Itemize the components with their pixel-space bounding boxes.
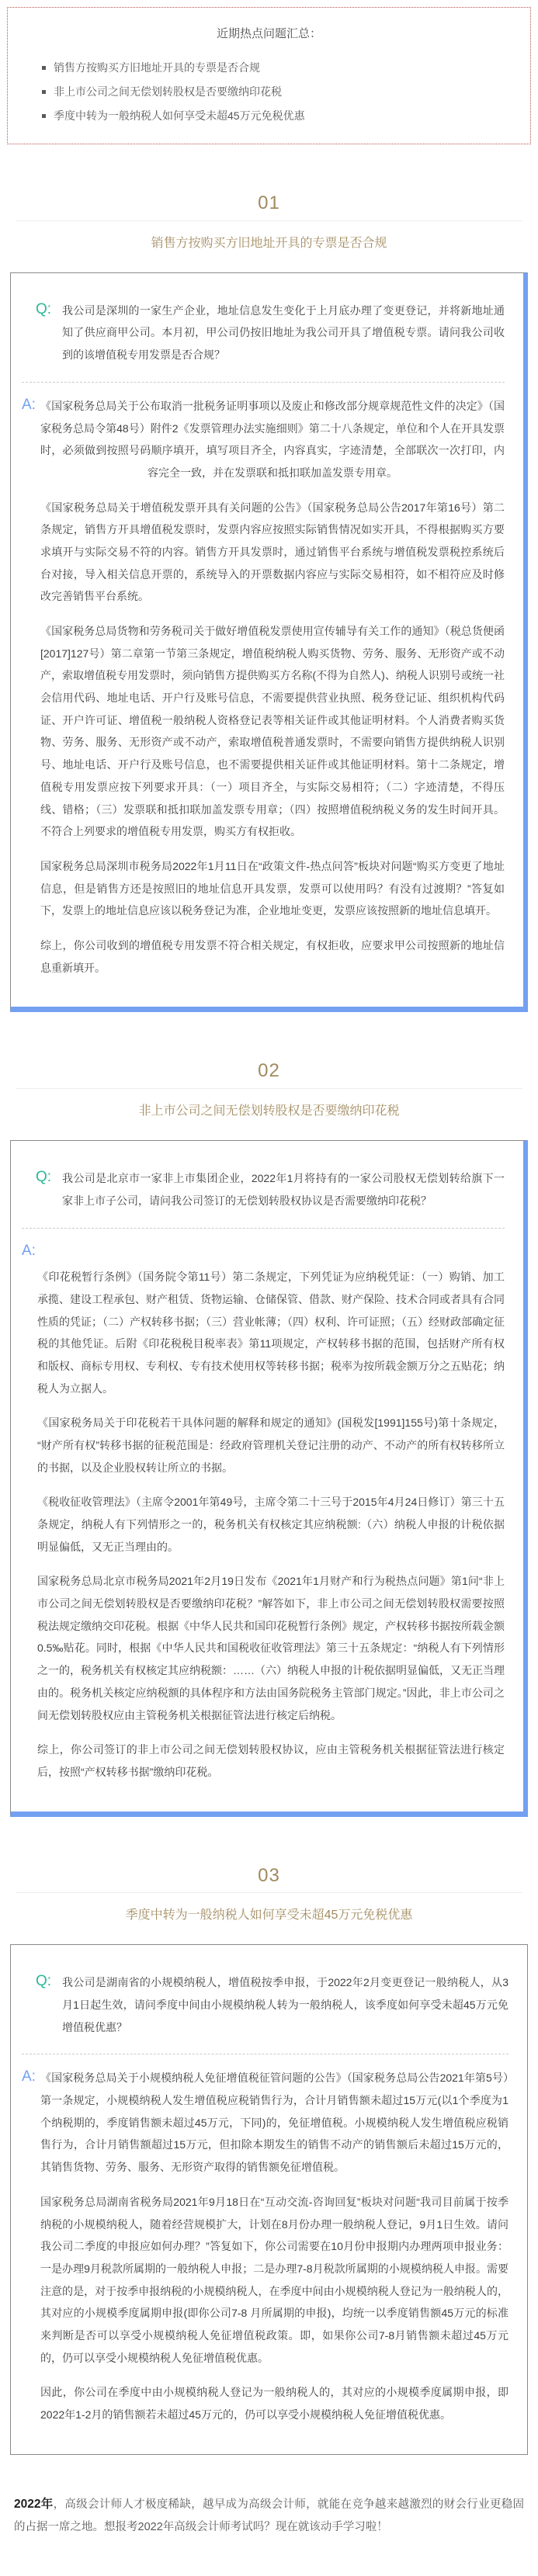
answer-label: A: (22, 2068, 36, 2085)
bullet-square-icon (42, 66, 46, 70)
question-text: 我公司是北京市一家非上市集团企业，2022年1月将持有的一家公司股权无偿划转给旗下一家非上市子公司，请问我公司签订的无偿划转股权协议是否需要缴纳印花税？ (62, 1172, 505, 1207)
qa-box (10, 272, 528, 1013)
answer-paragraph: 《国家税务总局货物和劳务税司关于做好增值税发票使用宣传辅导有关工作的通知》（税总货便函[2017]127号）第二章第一节第三条规定，增值税纳税人购买货物、劳务、服务、无形资产或不动产，索取增值税专用发票时，须向销售方提供购买方名称(不得为自然人)、纳税人识别号或统一社会信用代码、地址电话、开户行及账号信息，不需要提供营业执照、税务登记证、组织机构代码证、开户许可证、增值税一般纳税人资格登记表等相关证件或其他证明材料。个人消费者购买货物、劳务、服务、无形资产或不动产，索取增值税普通发票时，不需要向销售方提供纳税人识别号、地址电话、开户行及账号信息，也不需要提供相关证件或其他证明材料。第十二条规定，增值税专用发票应按下列要求开具：（一）项目齐全，与实际交易相符；（二）字迹清楚，不得压线、错格；（三）发票联和抵扣联加盖发票专用章；（四）按照增值税纳税义务的发生时间开具。不符合上列要求的增值税专用发票，购买方有权拒收。 (40, 625, 505, 838)
answer-text (40, 2067, 508, 2425)
bullet-square-icon (42, 114, 46, 118)
answer-paragraph: 《税收征收管理法》（主席令2001年第49号，主席令第二十三号于2015年4月24日修订）第三十五条规定，纳税人有下列情形之一的，税务机关有权核定其应纳税额:（六）纳税人申报的计税依据明显偏低，又无正当理由的。 (37, 1496, 505, 1553)
question-row (22, 1167, 505, 1212)
answer-paragraph: 国家税务总局湖南省税务局2021年9月18日在“互动交流-咨询回复”板块对问题“我司目前属于按季纳税的小规模纳税人，随着经营规模扩大，计划在8月份办理一般纳税人登记，9月1日生效。请问我公司二季度的申报应如何办理？”答复如下，你公司需要在10月份申报期内办理两项申报业务：一是办理9月税款所属期的一般纳税人申报；二是办理7-8月税款所属期的小规模纳税人申报。需要注意的是，对于按季申报纳税的小规模纳税人，在季度中间由小规模纳税人登记为一般纳税人的，其对应的小规模季度属期申报(即你公司7-8 月所属期的申报)，均统一以季度销售额45万元的标准来判断是否可以享受小规模纳税人免征增值税政策。即，如果你公司7-8月销售额未超过45万元的，仍可以享受小规模纳税人免征增值税优惠。 (40, 2195, 508, 2364)
hot-topic-label: 非上市公司之间无偿划转股权是否要缴纳印花税 (54, 85, 282, 98)
divider (16, 1088, 522, 1089)
answer-paragraph: 综上，你公司签订的非上市公司之间无偿划转股权协议，应由主管税务机关根据征管法进行核定后，按照“产权转移书据”缴纳印花税。 (37, 1743, 505, 1778)
section-header (6, 192, 532, 251)
hot-topics-title: 近期热点问题汇总： (216, 27, 321, 40)
section-number: 01 (258, 192, 280, 213)
hot-topics-box (7, 7, 531, 144)
answer-paragraph: 《国家税务总局关于小规模纳税人免征增值税征管问题的公告》（国家税务总局公告2021年第5号）第一条规定，小规模纳税人发生增值税应税销售行为，合计月销售额未超过15万元(以1个季度为1个纳税期的，季度销售额未超过45万元，下同)的，免征增值税。小规模纳税人发生增值税应税销售行为，合计月销售额超过15万元，但扣除本期发生的销售不动产的销售额后未超过15万元的，其销售货物、劳务、服务、无形资产取得的销售额免征增值税。 (40, 2072, 508, 2174)
section-number: 03 (258, 1864, 280, 1886)
divider (16, 1892, 522, 1893)
answer-paragraph: 国家税务总局深圳市税务局2022年1月11日在“政策文件-热点问答”板块对问题“购买方变更了地址信息，但是销售方还是按照旧的地址信息开具发票，发票可以使用吗？有没有过渡期？”答复如下，发票上的地址信息应该以税务登记为准，企业地址变更，发票应该按照新的地址信息填开。 (40, 859, 505, 917)
footer-promo-lead: 2022年 (14, 2497, 54, 2511)
section-title: 销售方按购买方旧地址开具的专票是否合规 (151, 236, 387, 250)
hot-topic-label: 季度中转为一般纳税人如何享受未超45万元免税优惠 (54, 109, 305, 122)
footer-promo (14, 2492, 524, 2539)
bullet-square-icon (42, 90, 46, 94)
hot-topic-label: 销售方按购买方旧地址开具的专票是否合规 (54, 61, 260, 74)
answer-text (37, 1266, 505, 1783)
question-label: Q: (36, 1973, 52, 1990)
answer-row (22, 395, 505, 979)
list-item (42, 60, 507, 75)
dashed-divider (22, 382, 505, 383)
question-text: 我公司是深圳的一家生产企业，地址信息发生变化于上月底办理了变更登记，并将新地址通知了供应商甲公司。本月初，甲公司仍按旧地址为我公司开具了增值税专票。请问我公司收到的该增值税专用发票是否合规？ (62, 303, 505, 362)
question-label: Q: (36, 300, 52, 317)
qa-box (10, 1944, 528, 2454)
answer-paragraph: 因此，你公司在季度中由小规模纳税人登记为一般纳税人的，其对应的小规模季度属期申报，即2022年1-2月的销售额若未超过45万元的，仍可以享受小规模纳税人免征增值税优惠。 (40, 2386, 508, 2422)
section-header (6, 1060, 532, 1118)
qa-box (10, 1140, 528, 1816)
answer-paragraph: 《印花税暂行条例》（国务院令第11号）第二条规定，下列凭证为应纳税凭证：（一）购销、加工承揽、建设工程承包、财产租赁、货物运输、仓储保管、借款、财产保险、技术合同或者具有合同性质的凭证；（二）产权转移书据；（三）营业帐薄；（四）权利、许可证照；（五）经财政部确定征税的其他凭证。后附《印花税税目税率表》第11项规定，产权转移书据的范围，包括财产所有权和版权、商标专用权、专利权、专有技术使用权等转移书据；税率为按所载金额万分之五贴花；纳税人为立据人。 (37, 1271, 505, 1395)
answer-label: A: (22, 1242, 36, 1259)
question-row (22, 300, 505, 366)
list-item (42, 108, 507, 123)
section-02 (6, 1060, 532, 1816)
footer-promo-text: ，高级会计师人才极度稀缺，越早成为高级会计师，就能在竞争越来越激烈的财会行业更稳固的占据一席之地。想报考2022年高级会计师考试吗？现在就该动手学习啦！ (14, 2498, 524, 2533)
section-number: 02 (258, 1060, 280, 1082)
answer-text (40, 395, 505, 979)
hot-topics-list (31, 60, 507, 123)
answer-row (22, 1241, 505, 1784)
question-label: Q: (36, 1169, 52, 1186)
answer-row (22, 2067, 508, 2425)
answer-paragraph: 《国家税务局关于印花税若干具体问题的解释和规定的通知》(国税发[1991]155号)第十条规定，“财产所有权”转移书据的征税范围是：经政府管理机关登记注册的动产、不动产的所有权转移所立的书据，以及企业股权转让所立的书据。 (37, 1416, 505, 1474)
question-text: 我公司是湖南省的小规模纳税人，增值税按季申报，于2022年2月变更登记一般纳税人，从3月1日起生效，请问季度中间由小规模纳税人转为一般纳税人，该季度如何享受未超45万元免增值税优惠？ (62, 1976, 508, 2033)
answer-paragraph: 综上，你公司收到的增值税专用发票不符合相关规定，有权拒收，应要求甲公司按照新的地址信息重新填开。 (40, 938, 505, 974)
answer-label: A: (22, 396, 36, 413)
answer-paragraph: 《国家税务总局关于公布取消一批税务证明事项以及废止和修改部分规章规范性文件的决定》（国家税务总局令第48号）附件2《发票管理办法实施细则》第二十八条规定，单位和个人在开具发票时，必须做到按照号码顺序填开，填写项目齐全，内容真实，字迹清楚，全部联次一次打印，内容完全一致，并在发票联和抵扣联加盖发票专用章。 (40, 399, 505, 479)
dashed-divider (22, 1228, 505, 1229)
question-row (22, 1971, 508, 2038)
section-03 (6, 1865, 532, 2455)
divider (16, 220, 522, 221)
section-title: 非上市公司之间无偿划转股权是否要缴纳印花税 (138, 1104, 400, 1118)
answer-paragraph: 国家税务总局北京市税务局2021年2月19日发布《2021年1月财产和行为税热点问题》第1问“非上市公司之间无偿划转股权是否要缴纳印花税？”解答如下，非上市公司之间无偿划转股权需要按照税法规定缴纳交印花税。根据《中华人民共和国印花税暂行条例》规定，产权转移书据按所载金额0.5‰贴花。同时，根据《中华人民共和国税收征收管理法》第三十五条规定：“纳税人有下列情形之一的，税务机关有权核定其应纳税额：……（六）纳税人申报的计税依据明显偏低，又无正当理由的。税务机关核定应纳税额的具体程序和方法由国务院税务主管部门规定。”因此，非上市公司之间无偿划转股权应由主管税务机关根据征管法进行核定后纳税。 (37, 1575, 505, 1721)
answer-paragraph: 《国家税务总局关于增值税发票开具有关问题的公告》（国家税务总局公告2017年第16号）第二条规定，销售方开具增值税发票时，发票内容应按照实际销售情况如实开具，不得根据购买方要求填开与实际交易不符的内容。销售方开具发票时，通过销售平台系统与增值税发票税控系统后台对接，导入相关信息开票的，系统导入的开票数据内容应与实际交易相符，如不相符应及时修改完善销售平台系统。 (40, 501, 505, 603)
section-01 (6, 192, 532, 1012)
section-header (6, 1865, 532, 1923)
list-item (42, 84, 507, 99)
section-title: 季度中转为一般纳税人如何享受未超45万元免税优惠 (125, 1909, 413, 1922)
